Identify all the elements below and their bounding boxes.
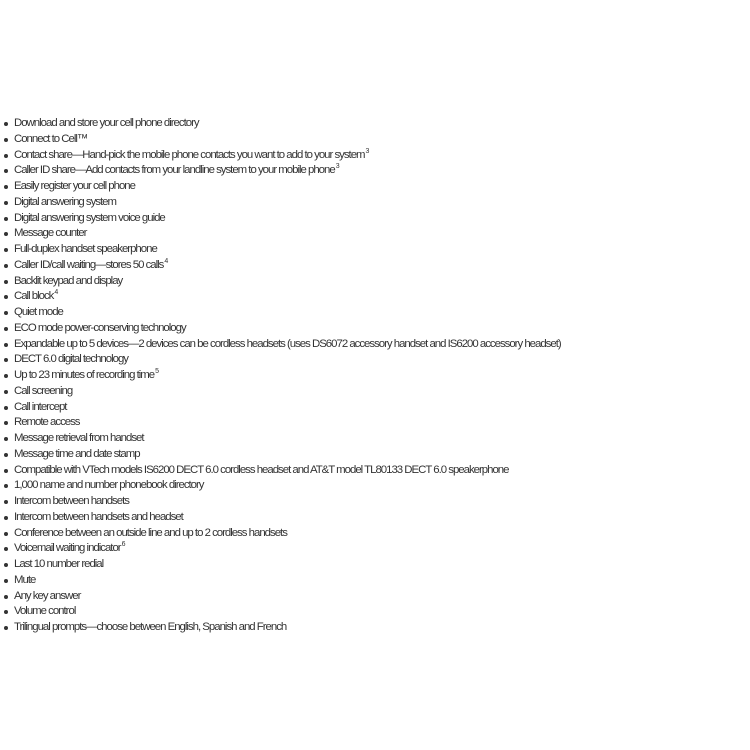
feature-item xyxy=(0,463,750,479)
bullet-icon xyxy=(4,327,8,331)
feature-text: Up to 23 minutes of recording time xyxy=(14,369,155,381)
feature-item xyxy=(0,211,750,227)
bullet-icon xyxy=(4,358,8,362)
feature-text: Last 10 number redial xyxy=(14,558,104,570)
feature-text: 1,000 name and number phonebook directory xyxy=(14,479,204,492)
feature-text: Voicemail waiting indicator xyxy=(14,542,121,555)
bullet-icon xyxy=(4,469,8,473)
feature-text: Digital answering system xyxy=(14,195,116,208)
feature-item xyxy=(0,604,750,620)
feature-item xyxy=(0,179,750,195)
bullet-icon xyxy=(4,500,8,504)
feature-item xyxy=(0,541,750,557)
feature-item xyxy=(0,431,750,447)
feature-text: Call intercept xyxy=(14,400,67,413)
feature-item xyxy=(0,557,750,573)
footnote-marker: 4 xyxy=(54,289,58,297)
feature-text: Call screening xyxy=(14,384,73,397)
feature-item xyxy=(0,321,750,337)
feature-text: Backlit keypad and display xyxy=(14,274,123,287)
bullet-icon xyxy=(4,138,8,142)
feature-item xyxy=(0,148,750,164)
bullet-icon xyxy=(4,154,8,158)
feature-text: Trilingual prompts—choose between English, Spanish and French xyxy=(14,621,287,633)
feature-text: Connect to Cell™ xyxy=(14,132,88,145)
bullet-icon xyxy=(4,201,8,205)
feature-item xyxy=(0,305,750,321)
bullet-icon xyxy=(4,232,8,236)
bullet-icon xyxy=(4,264,8,268)
feature-item xyxy=(0,620,750,636)
bullet-icon xyxy=(4,532,8,536)
feature-text: Remote access xyxy=(14,416,80,429)
feature-item xyxy=(0,573,750,589)
feature-text: ECO mode power-conserving technology xyxy=(14,321,186,334)
feature-item xyxy=(0,526,750,542)
feature-text: Expandable up to 5 devices—2 devices can be cordless headsets (uses DS6072 accessory handset and IS6200 accessory headset) xyxy=(14,337,561,350)
bullet-icon xyxy=(4,421,8,425)
feature-item xyxy=(0,274,750,290)
feature-list xyxy=(0,116,750,636)
feature-item xyxy=(0,163,750,179)
bullet-icon xyxy=(4,563,8,567)
bullet-icon xyxy=(4,484,8,488)
footnote-marker: 6 xyxy=(121,541,125,549)
bullet-icon xyxy=(4,248,8,252)
footnote-marker: 5 xyxy=(155,368,159,375)
feature-item xyxy=(0,589,750,605)
footnote-marker: 3 xyxy=(365,147,369,155)
feature-text: Any key answer xyxy=(14,589,81,602)
bullet-icon xyxy=(4,169,8,173)
feature-item xyxy=(0,132,750,148)
feature-item xyxy=(0,368,750,384)
feature-text: Caller ID share—Add contacts from your landline system to your mobile phone xyxy=(14,164,335,177)
feature-item xyxy=(0,337,750,353)
feature-item xyxy=(0,415,750,431)
bullet-icon xyxy=(4,547,8,551)
bullet-icon xyxy=(4,217,8,221)
feature-text: Digital answering system voice guide xyxy=(14,211,165,224)
bullet-icon xyxy=(4,280,8,284)
feature-text: Easily register your cell phone xyxy=(14,180,135,192)
bullet-icon xyxy=(4,185,8,189)
bullet-icon xyxy=(4,595,8,599)
bullet-icon xyxy=(4,122,8,126)
footnote-marker: 4 xyxy=(164,257,168,265)
feature-text: DECT 6.0 digital technology xyxy=(14,353,128,366)
feature-item xyxy=(0,195,750,211)
feature-item xyxy=(0,289,750,305)
bullet-icon xyxy=(4,311,8,315)
feature-text: Mute xyxy=(14,573,36,586)
feature-item xyxy=(0,510,750,526)
bullet-icon xyxy=(4,390,8,394)
feature-text: Call block xyxy=(14,290,54,303)
feature-item xyxy=(0,400,750,416)
feature-item xyxy=(0,226,750,242)
feature-item xyxy=(0,258,750,274)
feature-item xyxy=(0,447,750,463)
feature-text: Volume control xyxy=(14,605,76,618)
feature-text: Message retrieval from handset xyxy=(14,432,144,444)
feature-text: Conference between an outside line and up to 2 cordless handsets xyxy=(14,526,287,539)
feature-item xyxy=(0,242,750,258)
feature-text: Intercom between handsets and headset xyxy=(14,510,183,523)
feature-item xyxy=(0,352,750,368)
feature-item xyxy=(0,116,750,132)
bullet-icon xyxy=(4,453,8,457)
bullet-icon xyxy=(4,437,8,441)
feature-text: Caller ID/call waiting—stores 50 calls xyxy=(14,258,164,271)
feature-text: Full-duplex handset speakerphone xyxy=(14,243,157,255)
feature-text: Compatible with VTech models IS6200 DECT 6.0 cordless headset and AT&T model TL80133 DECT 6.0 speakerphone xyxy=(14,463,509,476)
feature-text: Intercom between handsets xyxy=(14,495,129,507)
feature-text: Message time and date stamp xyxy=(14,447,140,460)
bullet-icon xyxy=(4,374,8,378)
feature-item xyxy=(0,384,750,400)
feature-item xyxy=(0,494,750,510)
bullet-icon xyxy=(4,516,8,520)
bullet-icon xyxy=(4,579,8,583)
feature-item xyxy=(0,478,750,494)
feature-text: Quiet mode xyxy=(14,306,63,318)
bullet-icon xyxy=(4,626,8,630)
bullet-icon xyxy=(4,406,8,410)
feature-text: Download and store your cell phone directory xyxy=(14,117,199,129)
bullet-icon xyxy=(4,343,8,347)
footnote-marker: 3 xyxy=(335,163,339,171)
feature-text: Contact share—Hand-pick the mobile phone contacts you want to add to your system xyxy=(14,148,365,161)
bullet-icon xyxy=(4,610,8,614)
feature-text: Message counter xyxy=(14,227,87,240)
bullet-icon xyxy=(4,295,8,299)
